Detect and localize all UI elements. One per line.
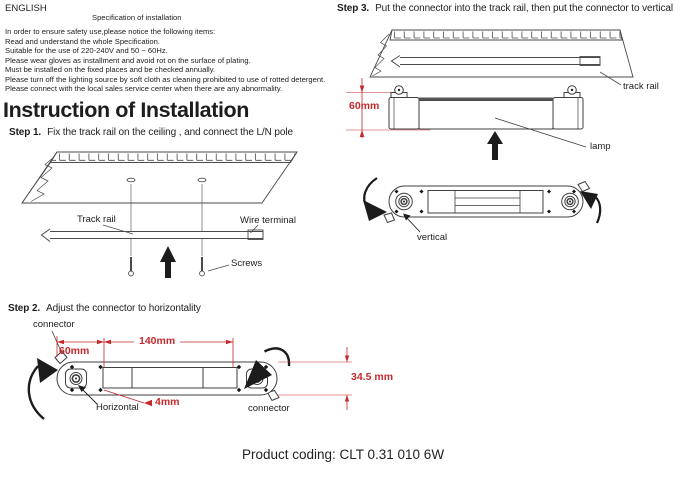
dim-60mm-label: 60mm [59,345,90,357]
lever-tab [384,213,395,223]
track-rail-label: track rail [623,81,659,92]
safety-notes [5,27,325,94]
rotation-arrow-icon [363,178,387,221]
step1-text: Fix the track rail on the ceiling , and connect the L/N pole [47,127,293,138]
product-coding: Product coding: CLT 0.31 010 6W [241,447,445,462]
track-rail-label: Track rail [77,214,116,225]
vertical-label: vertical [417,232,448,243]
safety-note: Please connect with the local sales service center when there are any abnormality. [5,84,283,94]
dim-4mm-label: 4mm [155,396,180,408]
step3-label: Step 3. [337,3,370,14]
safety-note: Please wear gloves as installment and avoid rot on the surface of plating. [5,55,251,65]
step3-heading [337,3,673,14]
screws-label: Screws [231,258,263,269]
wire-terminal-label: Wire terminal [240,215,296,226]
safety-note: Must be installed on the fixed places and be checked annually. [5,65,216,75]
safety-note: Please turn off the lighting source by soft cloth as cleaning prohibited to use of rotted detergent. [5,74,326,84]
dim-34-5mm-label: 34.5 mm [351,371,394,383]
step2-label: Step 2. [8,303,41,314]
step1-heading [9,127,293,138]
spec-title: Specification of installation [92,13,182,22]
step3-diagram [340,24,700,236]
rotation-arrow-icon [29,358,58,419]
lamp-horizontal-drawing [55,352,279,401]
safety-note: Read and understand the whole Specification. [5,36,160,46]
ceiling-panel [22,152,297,203]
step2-diagram [0,330,385,425]
lever-tab [578,182,590,192]
lamp-bottom-drawing [384,182,590,223]
up-arrow-icon [487,131,503,160]
lamp-side-drawing [389,86,583,129]
language-label: ENGLISH [5,3,47,14]
safety-note: In order to ensure safety use,please notice the following items: [5,27,216,36]
lamp-label: lamp [590,141,611,152]
horizontal-label: Horizontal [96,402,139,413]
main-title: Instruction of Installation [3,98,250,122]
connector-bottom-label: connector [248,403,290,414]
step2-heading [8,303,201,314]
step3-text: Put the connector into the track rail, then put the connector to vertical [375,3,673,14]
step2-text: Adjust the connector to horizontality [46,303,201,314]
step1-label: Step 1. [9,127,42,138]
up-arrow-icon [160,246,176,278]
ceiling-panel [370,30,633,77]
rotation-arrow-icon [580,191,600,223]
dim-60mm-label: 60mm [349,100,380,112]
dim-140mm-label: 140mm [139,335,176,347]
connector-top-label: connector [33,319,75,330]
safety-note: Suitable for the use of 220-240V and 50 ~ 60Hz. [5,46,168,56]
